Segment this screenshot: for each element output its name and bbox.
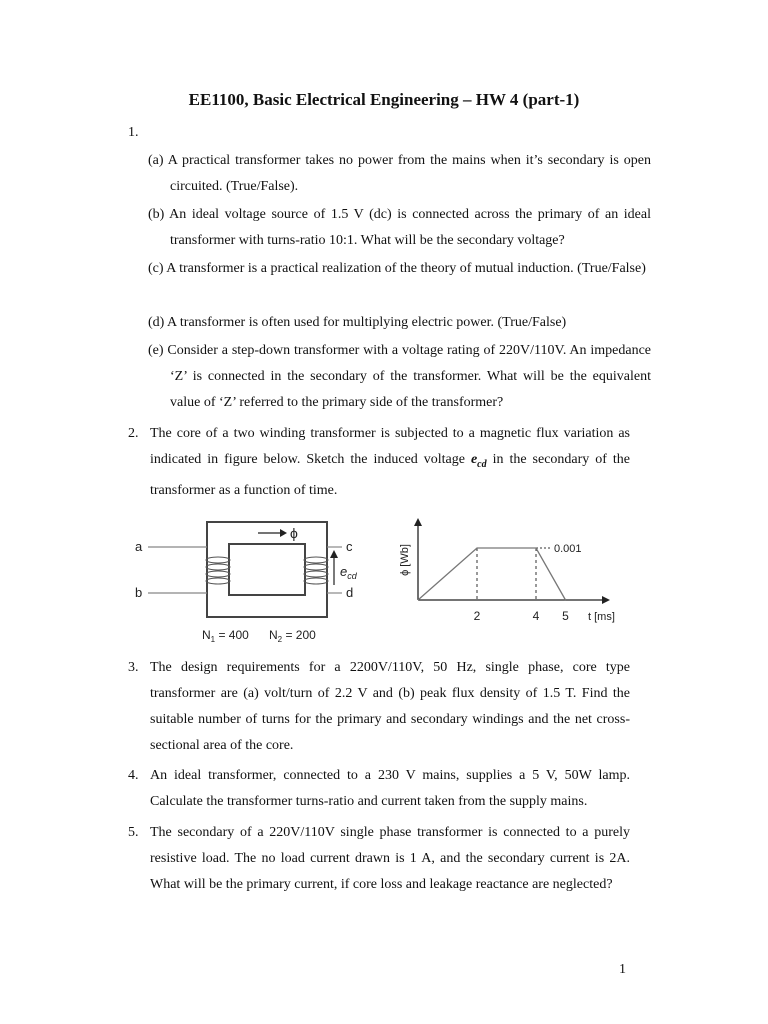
question-5-text: The secondary of a 220V/110V single phase transformer is connected to a purely resistive load. The no load current drawn is 1 A, and the secondary current is 2A. What will be the primary current, if core loss and leakage reactance are neglected?	[150, 825, 630, 892]
terminal-d: d	[346, 585, 354, 600]
n2-label	[269, 628, 316, 644]
x-tick-label: 2	[473, 609, 481, 623]
question-4-text: An ideal transformer, connected to a 230 V mains, supplies a 5 V, 50W lamp. Calculate the transformer turns-ratio and current taken from the supply mains.	[150, 768, 630, 809]
y-axis-arrow	[414, 518, 422, 526]
ecd-label-sub: cd	[347, 571, 357, 581]
question-1b: (b) An ideal voltage source of 1.5 V (dc) is connected across the primary of an ideal transformer with turns-ratio 10:1. What will be the secondary voltage?	[148, 207, 651, 248]
page-number: 1	[619, 962, 626, 977]
flux-symbol: ϕ	[290, 525, 298, 541]
question-1a: (a) A practical transformer takes no power from the mains when it’s secondary is open circuited. (True/False).	[148, 153, 651, 194]
x-axis-label: t [ms]	[588, 611, 615, 623]
question-3-number: 3.	[128, 660, 139, 675]
n1-n: N	[202, 628, 211, 642]
flux-series-line	[418, 548, 566, 600]
x-axis-arrow	[602, 596, 610, 604]
question-1c: (c) A transformer is a practical realization of the theory of mutual induction. (True/False)	[148, 261, 646, 276]
question-5-number: 5.	[128, 825, 139, 840]
y-tick-label: 0.001	[554, 543, 582, 555]
page-title: EE1100, Basic Electrical Engineering – HW 4 (part-1)	[188, 90, 580, 109]
transformer-diagram	[128, 512, 378, 652]
question-2-text	[150, 421, 630, 504]
ecd-label	[340, 564, 358, 581]
n2-sub: 2	[277, 635, 283, 644]
question-3-text: The design requirements for a 2200V/110V, 50 Hz, single phase, core type transformer are (a) volt/turn of 2.2 V and (b) peak flux density of 1.5 T. Find the suitable number of turns for the primary and secondary windings and the net cross-sectional area of the core.	[150, 660, 630, 753]
terminal-a: a	[135, 539, 143, 554]
ecd-subscript: cd	[477, 458, 487, 470]
n1-value: = 400	[215, 628, 249, 642]
n1-label	[202, 628, 249, 644]
transformer-figure	[128, 512, 378, 652]
ecd-variable: e	[470, 452, 478, 467]
n1-sub: 1	[210, 635, 216, 644]
y-axis-label: ϕ [Wb]	[399, 544, 411, 576]
question-2-text-before: The core of a two winding transformer is subjected to a magnetic flux variation as indicated in figure below. Sketch the induced voltage	[150, 426, 630, 467]
terminal-c: c	[346, 539, 353, 554]
n2-n: N	[269, 628, 278, 642]
flux-chart	[380, 508, 630, 648]
x-tick-label: 5	[562, 609, 569, 623]
ecd-label-e: e	[340, 564, 348, 579]
question-2-number: 2.	[128, 426, 139, 441]
flux-chart-svg	[380, 508, 630, 648]
question-1d: (d) A transformer is often used for multiplying electric power. (True/False)	[148, 315, 567, 330]
n2-value: = 200	[282, 628, 316, 642]
question-4-number: 4.	[128, 768, 139, 783]
question-1-number: 1.	[128, 125, 139, 140]
question-1e: (e) Consider a step-down transformer with a voltage rating of 220V/110V. An impedance ‘Z’ is connected in the secondary of the transformer. What will be the equivalent value of ‘Z’ referred to the primary side of the transformer?	[148, 343, 651, 410]
x-tick-label: 4	[532, 609, 540, 623]
question-2-text-after: in the secondary of the transformer as a function of time.	[150, 452, 630, 498]
terminal-b: b	[135, 585, 143, 600]
